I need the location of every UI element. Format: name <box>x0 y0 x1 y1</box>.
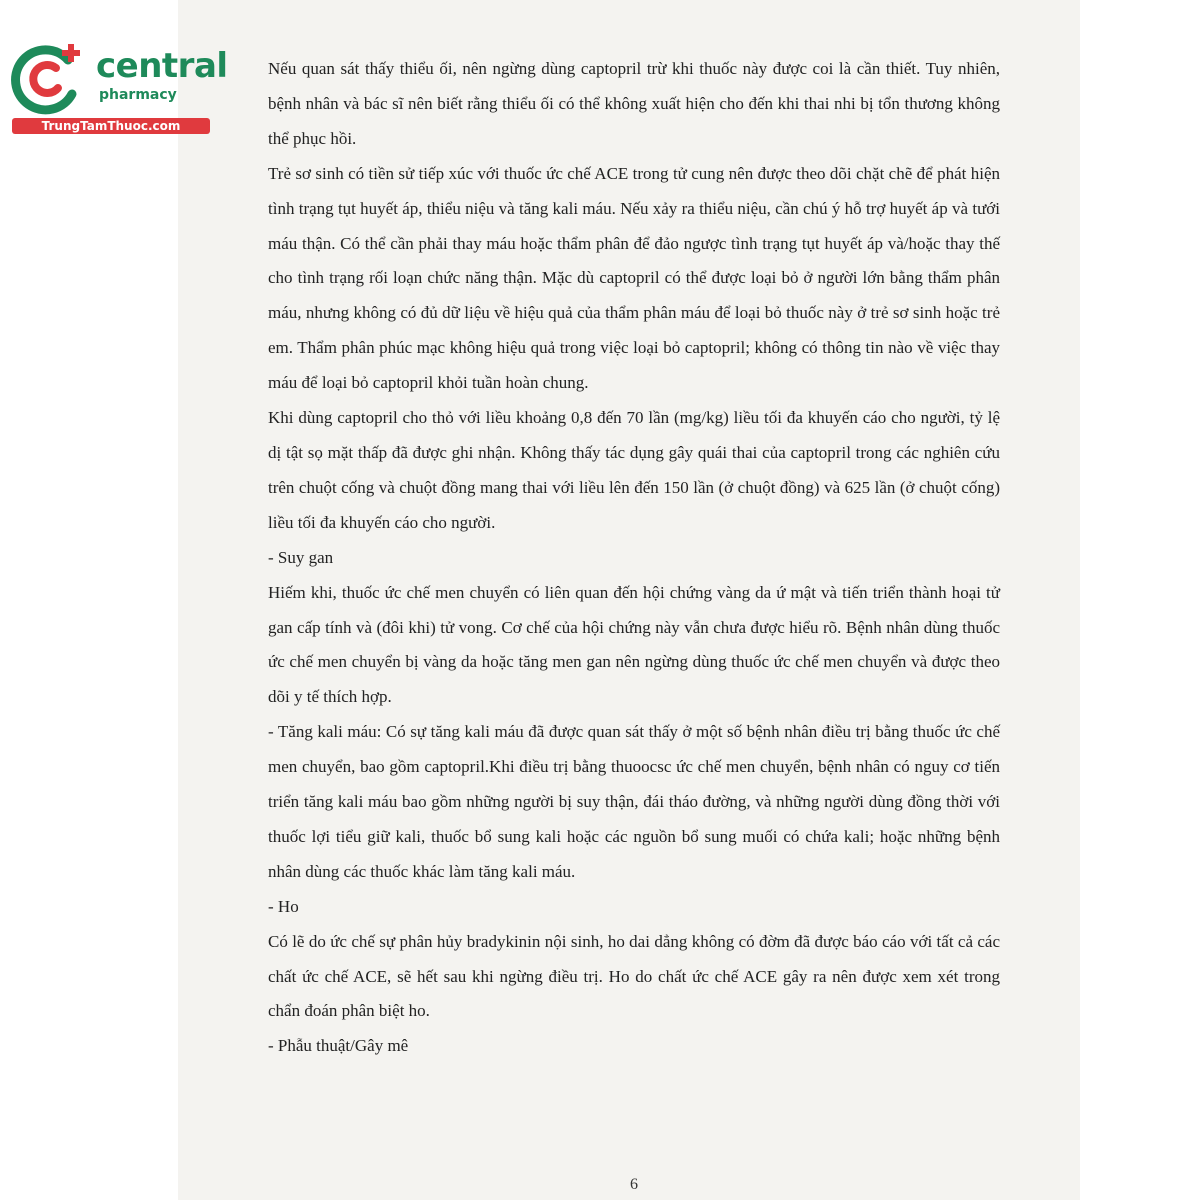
section-heading: - Suy gan <box>268 547 334 567</box>
central-pharmacy-logo <box>10 38 228 138</box>
page-number: 6 <box>630 1176 638 1193</box>
logo-subtitle: pharmacy <box>99 87 177 103</box>
paragraph: Trẻ sơ sinh có tiền sử tiếp xúc với thuốc ức chế ACE trong tử cung nên được theo dõi chặt chẽ để phát hiện tình trạng tụt huyết áp, thiểu niệu và tăng kali máu. Nếu xảy ra thiểu niệu, cần chú ý hỗ trợ huyết áp và tưới máu thận. Có thể cần phải thay máu hoặc thẩm phân để đảo ngược tình trạng tụt huyết áp và/hoặc thay thế cho tình trạng rối loạn chức năng thận. Mặc dù captopril có thể được loại bỏ ở người lớn bằng thẩm phân máu, nhưng không có đủ dữ liệu về hiệu quả của thẩm phân máu để loại bỏ thuốc này ở trẻ sơ sinh hoặc trẻ em. Thẩm phân phúc mạc không hiệu quả trong việc loại bỏ captopril; không có thông tin nào về việc thay máu để loại bỏ captopril khỏi tuần hoàn chung. <box>268 163 1000 393</box>
document-body <box>268 52 1000 1064</box>
section-heading: - Phẫu thuật/Gây mê <box>268 1036 409 1056</box>
paragraph: Khi dùng captopril cho thỏ với liều khoảng 0,8 đến 70 lần (mg/kg) liều tối đa khuyến cáo cho người, tỷ lệ dị tật sọ mặt thấp đã được ghi nhận. Không thấy tác dụng gây quái thai của captopril trong các nghiên cứu trên chuột cống và chuột đồng mang thai với liều lên đến 150 lần (ở chuột đồng) và 625 lần (ở chuột cống) liều tối đa khuyến cáo cho người. <box>268 408 1000 532</box>
paragraph: - Tăng kali máu: Có sự tăng kali máu đã được quan sát thấy ở một số bệnh nhân điều trị bằng thuốc ức chế men chuyển, bao gồm captopril.Khi điều trị bằng thuoocsc ức chế men chuyển, bệnh nhân có nguy cơ tiến triển tăng kali máu bao gồm những người bị suy thận, đái tháo đường, và những người dùng đồng thời với thuốc lợi tiểu giữ kali, thuốc bổ sung kali hoặc các nguồn bổ sung muối có chứa kali; hoặc những bệnh nhân dùng các thuốc khác làm tăng kali máu. <box>268 722 1000 881</box>
logo-site-banner: TrungTamThuoc.com <box>12 118 210 134</box>
paragraph: Hiếm khi, thuốc ức chế men chuyển có liên quan đến hội chứng vàng da ứ mật và tiến triển thành hoại tử gan cấp tính và (đôi khi) tử vong. Cơ chế của hội chứng này vẫn chưa được hiểu rõ. Bệnh nhân dùng thuốc ức chế men chuyển bị vàng da hoặc tăng men gan nên ngừng dùng thuốc ức chế men chuyển và được theo dõi y tế thích hợp. <box>268 582 1000 707</box>
pharmacy-c-logo-icon <box>10 38 90 118</box>
logo-wordmark: central <box>96 46 228 86</box>
paragraph: Có lẽ do ức chế sự phân hủy bradykinin nội sinh, ho dai dẳng không có đờm đã được báo cáo với tất cả các chất ức chế ACE, sẽ hết sau khi ngừng điều trị. Ho do chất ức chế ACE gây ra nên được xem xét trong chẩn đoán phân biệt ho. <box>268 931 1000 1021</box>
section-heading: - Ho <box>268 896 299 916</box>
paragraph: Nếu quan sát thấy thiểu ối, nên ngừng dùng captopril trừ khi thuốc này được coi là cần thiết. Tuy nhiên, bệnh nhân và bác sĩ nên biết rằng thiểu ối có thể không xuất hiện cho đến khi thai nhi bị tổn thương không thể phục hồi. <box>268 59 1000 148</box>
